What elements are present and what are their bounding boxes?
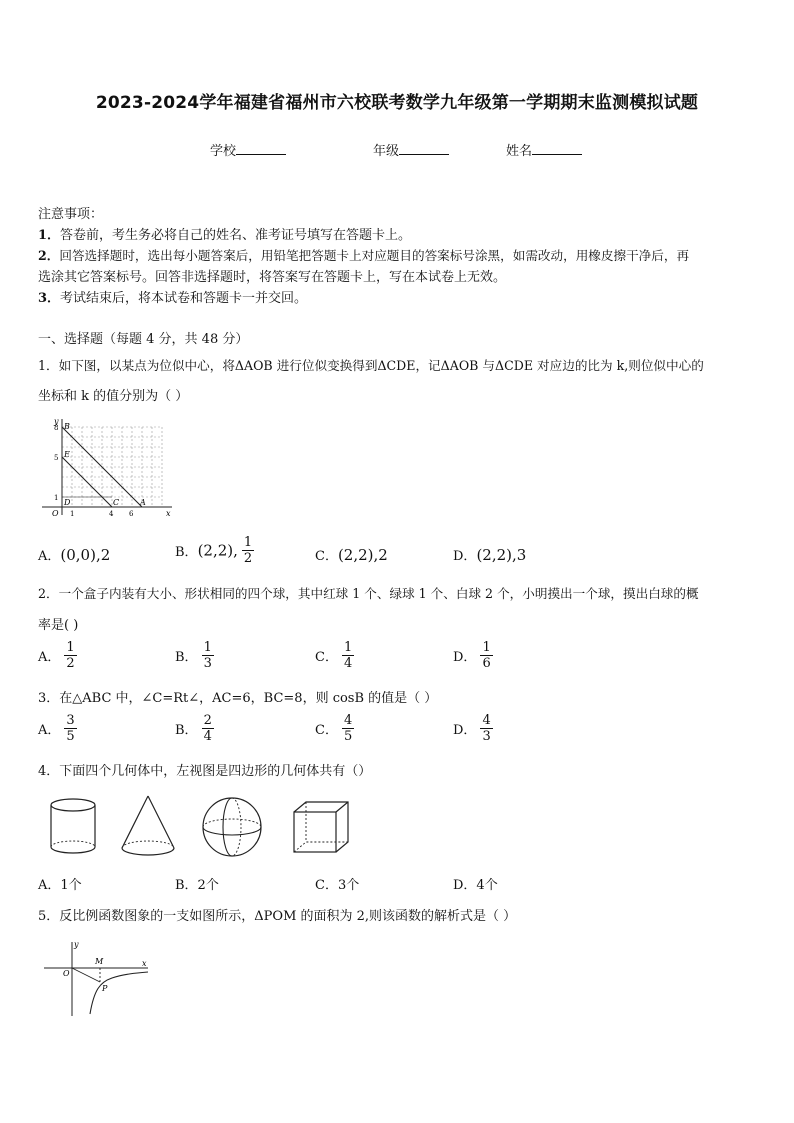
q3-option-d-label: D．	[453, 723, 477, 738]
q1-option-b-value: (2,2),	[197, 541, 238, 560]
q2-option-a-fraction	[64, 640, 76, 671]
school-field[interactable]	[210, 140, 286, 159]
q3-option-b-label: B．	[175, 723, 198, 738]
q1-tick-8: 8	[54, 424, 59, 432]
q2-option-d-numerator: 1	[482, 640, 491, 655]
q2-option-a-denominator: 2	[66, 656, 75, 671]
q5-point-O: O	[63, 969, 70, 978]
q1-point-E: E	[64, 450, 70, 459]
notes-heading: 注意事项：	[38, 207, 104, 222]
q5-segment-OP	[72, 968, 100, 982]
q3-option-d-numerator: 4	[482, 713, 491, 728]
q1-point-O: O	[52, 509, 59, 518]
note-2-line2: 选涂其它答案标号。回答非选择题时，将答案写在答题卡上，写在本试卷上无效。	[38, 270, 507, 285]
q2-line2: 率是( )	[38, 618, 79, 633]
q2-option-c-denominator: 4	[343, 656, 353, 671]
q3-option-a-numerator: 3	[66, 713, 75, 728]
note-2	[38, 245, 689, 264]
q1-option-b-denominator: 2	[243, 551, 253, 566]
q3-option-a[interactable]	[38, 713, 77, 744]
grade-blank[interactable]	[399, 142, 449, 155]
q1-tick-1: 1	[54, 494, 59, 502]
q2-option-a-label: A．	[38, 650, 61, 665]
q1-option-a-label: A．	[38, 549, 61, 564]
q3-option-d-denominator: 3	[482, 729, 491, 744]
q5-line1: 5．反比例函数图象的一支如图所示，ΔPOM 的面积为 2,则该函数的解析式是（ ）	[38, 909, 517, 924]
page-title: 2023-2024学年福建省福州市六校联考数学九年级第一学期期末监测模拟试题	[95, 93, 699, 113]
q1-option-b-fraction	[242, 535, 254, 566]
q1-option-b[interactable]	[175, 535, 254, 566]
note-1-number: 1．	[38, 228, 61, 243]
grade-field[interactable]	[373, 140, 449, 159]
school-label: 学校	[210, 144, 237, 159]
q1-option-c[interactable]	[315, 545, 388, 564]
q1-option-a-value: (0,0),2	[60, 546, 111, 564]
section-1-heading: 一、选择题（每题 4 分，共 48 分）	[38, 332, 249, 347]
q4-option-a[interactable]: A．1个	[38, 878, 82, 893]
q3-option-b-fraction	[202, 713, 214, 744]
q3-option-a-fraction	[64, 713, 76, 744]
q3-option-c-label: C．	[315, 723, 338, 738]
q1-option-a[interactable]	[38, 545, 110, 564]
q2-option-b[interactable]	[175, 640, 214, 671]
q2-option-b-numerator: 1	[203, 640, 212, 655]
q1-line1: 1．如下图，以某点为位似中心，将ΔAOB 进行位似变换得到ΔCDE，记ΔAOB 与ΔCDE 对应边的比为 k,则位似中心的	[38, 358, 704, 373]
name-field[interactable]	[506, 140, 582, 159]
q1-point-C: C	[113, 498, 120, 507]
q1-tick-x4: 4	[109, 510, 114, 518]
q1-option-d-label: D．	[453, 549, 477, 564]
q3-option-c-fraction	[342, 713, 354, 744]
q3-option-c[interactable]	[315, 713, 354, 744]
q2-option-c-label: C．	[315, 650, 338, 665]
q2-option-a-numerator: 1	[66, 640, 75, 655]
note-2-line1: 回答选择题时，选出每小题答案后，用铅笔把答题卡上对应题目的答案标号涂黑，如需改动，用橡皮擦干净后，再	[59, 248, 690, 263]
q1-y-label: y	[54, 417, 59, 426]
cone-shape	[116, 792, 180, 860]
sphere-shape	[198, 795, 268, 859]
q5-curve	[90, 972, 148, 1014]
q2-line1: 2．一个盒子内装有大小、形状相同的四个球，其中红球 1 个、绿球 1 个、白球 2 个，小明摸出一个球，摸出白球的概	[38, 586, 699, 601]
q4-option-b[interactable]: B．2个	[175, 878, 219, 893]
cube-shape	[290, 798, 354, 856]
q3-option-b[interactable]	[175, 713, 214, 744]
q5-y-label: y	[74, 940, 79, 949]
q4-option-c[interactable]: C．3个	[315, 878, 360, 893]
q3-line1: 3．在△ABC 中，∠C=Rt∠，AC=6，BC=8，则 cosB 的值是（ ）	[38, 691, 438, 706]
q1-option-d-value: (2,2),3	[476, 546, 527, 564]
note-3-text: 考试结束后，将本试卷和答题卡一并交回。	[60, 291, 308, 306]
q3-option-b-denominator: 4	[203, 729, 212, 744]
q1-option-d[interactable]	[453, 545, 526, 564]
q2-option-d[interactable]	[453, 640, 493, 671]
q2-option-d-fraction	[480, 640, 492, 671]
q5-x-label: x	[142, 959, 147, 968]
q2-option-c[interactable]	[315, 640, 354, 671]
q2-option-b-denominator: 3	[203, 656, 212, 671]
q1-point-A: A	[140, 498, 146, 507]
q1-line2: 坐标和 k 的值分别为（ ）	[38, 389, 189, 404]
q2-option-c-numerator: 1	[343, 640, 353, 655]
q5-hyperbola-figure	[40, 938, 155, 1020]
q2-option-a[interactable]	[38, 640, 77, 671]
q3-option-a-label: A．	[38, 723, 61, 738]
q1-tick-x6: 6	[129, 510, 134, 518]
q1-option-b-label: B．	[175, 545, 198, 560]
q4-option-d[interactable]: D．4个	[453, 878, 498, 893]
q5-point-M: M	[95, 957, 104, 966]
q2-option-d-denominator: 6	[482, 656, 491, 671]
name-blank[interactable]	[532, 142, 582, 155]
q5-point-P: P	[102, 984, 108, 993]
q1-grid-lines	[62, 427, 162, 505]
q1-option-b-numerator: 1	[243, 535, 253, 550]
q2-option-b-fraction	[202, 640, 214, 671]
q3-option-d-fraction	[480, 713, 492, 744]
q1-option-c-value: (2,2),2	[337, 546, 388, 564]
note-3-number: 3．	[38, 291, 61, 306]
note-3	[38, 287, 307, 306]
q2-option-b-label: B．	[175, 650, 198, 665]
q3-option-b-numerator: 2	[203, 713, 212, 728]
note-1	[38, 224, 411, 243]
cylinder-shape	[44, 795, 104, 857]
name-label: 姓名	[506, 144, 533, 159]
q3-option-c-numerator: 4	[343, 713, 353, 728]
q2-option-c-fraction	[342, 640, 354, 671]
q1-tick-x1: 1	[70, 510, 75, 518]
q1-point-B: B	[64, 422, 70, 431]
q3-option-c-denominator: 5	[343, 729, 353, 744]
q1-grid-figure	[36, 415, 182, 523]
note-2-number: 2．	[38, 248, 60, 263]
q4-line1: 4．下面四个几何体中，左视图是四边形的几何体共有（）	[38, 764, 372, 779]
q1-point-D: D	[64, 498, 71, 507]
note-1-text: 答卷前，考生务必将自己的姓名、准考证号填写在答题卡上。	[60, 228, 412, 243]
school-blank[interactable]	[236, 142, 286, 155]
q3-option-a-denominator: 5	[66, 729, 75, 744]
grade-label: 年级	[373, 144, 400, 159]
q1-x-label: x	[166, 509, 171, 518]
q1-tick-5: 5	[54, 454, 59, 462]
q3-option-d[interactable]	[453, 713, 493, 744]
q1-option-c-label: C．	[315, 549, 338, 564]
q2-option-d-label: D．	[453, 650, 477, 665]
